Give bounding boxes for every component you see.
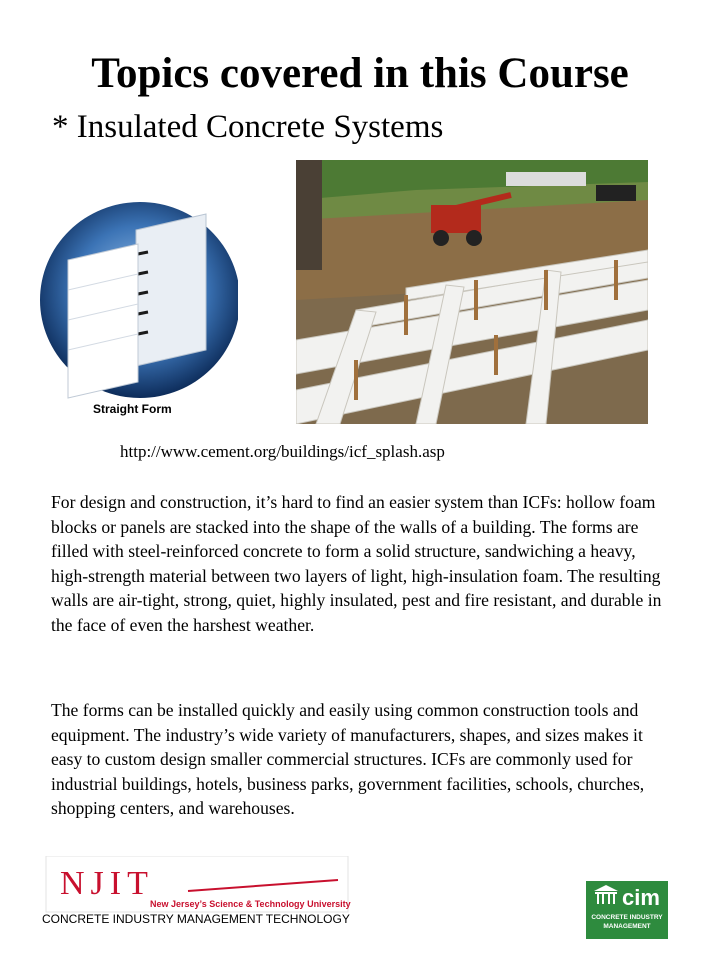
svg-text:NJIT: NJIT <box>60 865 154 902</box>
svg-text:cim: cim <box>622 885 660 910</box>
construction-site-photo <box>296 160 648 424</box>
svg-text:CONCRETE INDUSTRY: CONCRETE INDUSTRY <box>591 914 663 921</box>
figure-caption: Straight Form <box>93 402 172 416</box>
njit-logo <box>38 856 356 930</box>
topic-heading: * Insulated Concrete Systems <box>52 109 444 145</box>
cim-logo <box>586 881 668 939</box>
svg-text:New Jersey’s Science & Technol: New Jersey’s Science & Technology University <box>150 899 351 909</box>
paragraph-icf-description: For design and construction, it’s hard to find an easier system than ICFs: hollow foam blocks or panels are stacked into the shape of the walls of a building. The forms are filled with steel-reinforced concrete to form a solid structure, sandwiching a heavy, high-strength material between two layers of light, high-insulation foam. The resulting walls are air-tight, strong, quiet, highly insulated, pest and fire resistant, and durable in the face of even the harshest weather. <box>51 492 662 635</box>
svg-text:CONCRETE INDUSTRY MANAGEMENT T: CONCRETE INDUSTRY MANAGEMENT TECHNOLOGY <box>42 912 350 926</box>
svg-text:MANAGEMENT: MANAGEMENT <box>603 923 651 930</box>
page-title: Topics covered in this Course <box>91 50 629 97</box>
icf-form-illustration <box>38 200 238 420</box>
paragraph-icf-installation: The forms can be installed quickly and easily using common construction tools and equipment. The industry’s wide variety of manufacturers, shapes, and sizes makes it easy to custom design smaller commercial structures. ICFs are commonly used for industrial buildings, hotels, business parks, government facilities, schools, churches, shopping centers, and warehouses. <box>51 700 645 818</box>
source-url: http://www.cement.org/buildings/icf_splash.asp <box>120 442 445 461</box>
